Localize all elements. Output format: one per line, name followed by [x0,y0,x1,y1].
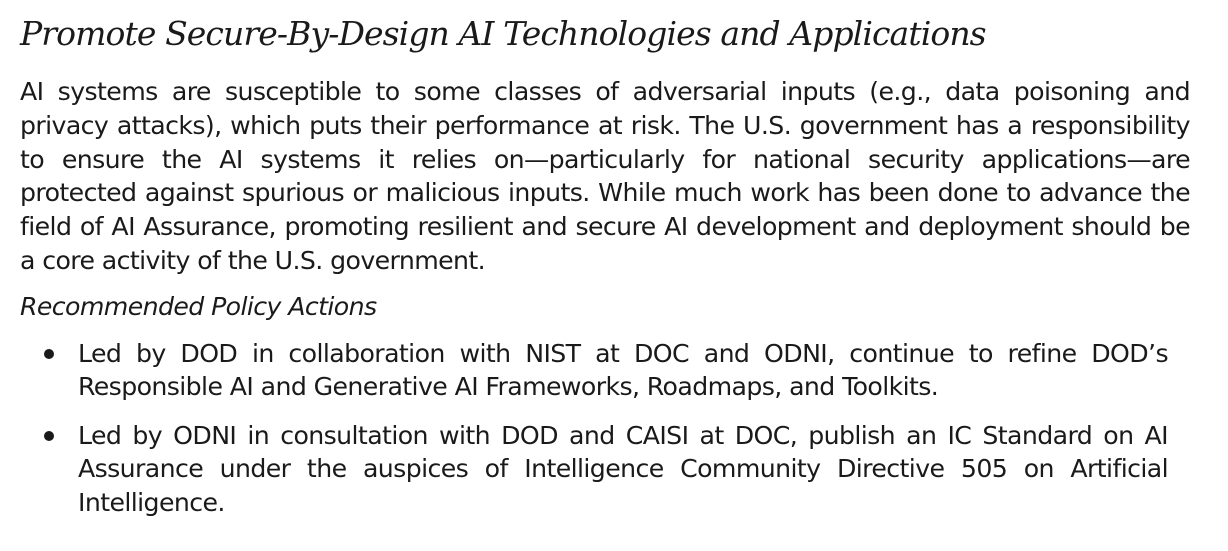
list-item [20,337,1190,404]
recommended-actions-subheading: Recommended Policy Actions [20,291,377,321]
bullet-icon [44,431,54,441]
list-item-text: Led by DOD in collaboration with NIST at DOC and ODNI, continue to refine DOD’s Responsible AI and Generative AI Frameworks, Roadmaps, and Toolkits. [78,338,1168,402]
bullet-icon [44,349,54,359]
policy-actions-list [20,337,1190,520]
list-item [20,419,1190,520]
section-heading: Promote Secure-By-Design AI Technologies and Applications [20,14,986,53]
document-section [20,0,1190,534]
list-item-text: Led by ODNI in consultation with DOD and CAISI at DOC, publish an IC Standard on AI Assurance under the auspices of Intelligence Community Directive 505 on Artificial Intelligence. [78,420,1168,517]
body-paragraph: AI systems are susceptible to some classes of adversarial inputs (e.g., data poisoning and privacy attacks), which puts their performance at risk. The U.S. government has a responsibility to ensure the AI systems it relies on—particularly for national security applications—are protected against spurious or malicious inputs. While much work has been done to advance the field of AI Assurance, promoting resilient and secure AI development and deployment should be a core activity of the U.S. government. [20,77,1190,275]
